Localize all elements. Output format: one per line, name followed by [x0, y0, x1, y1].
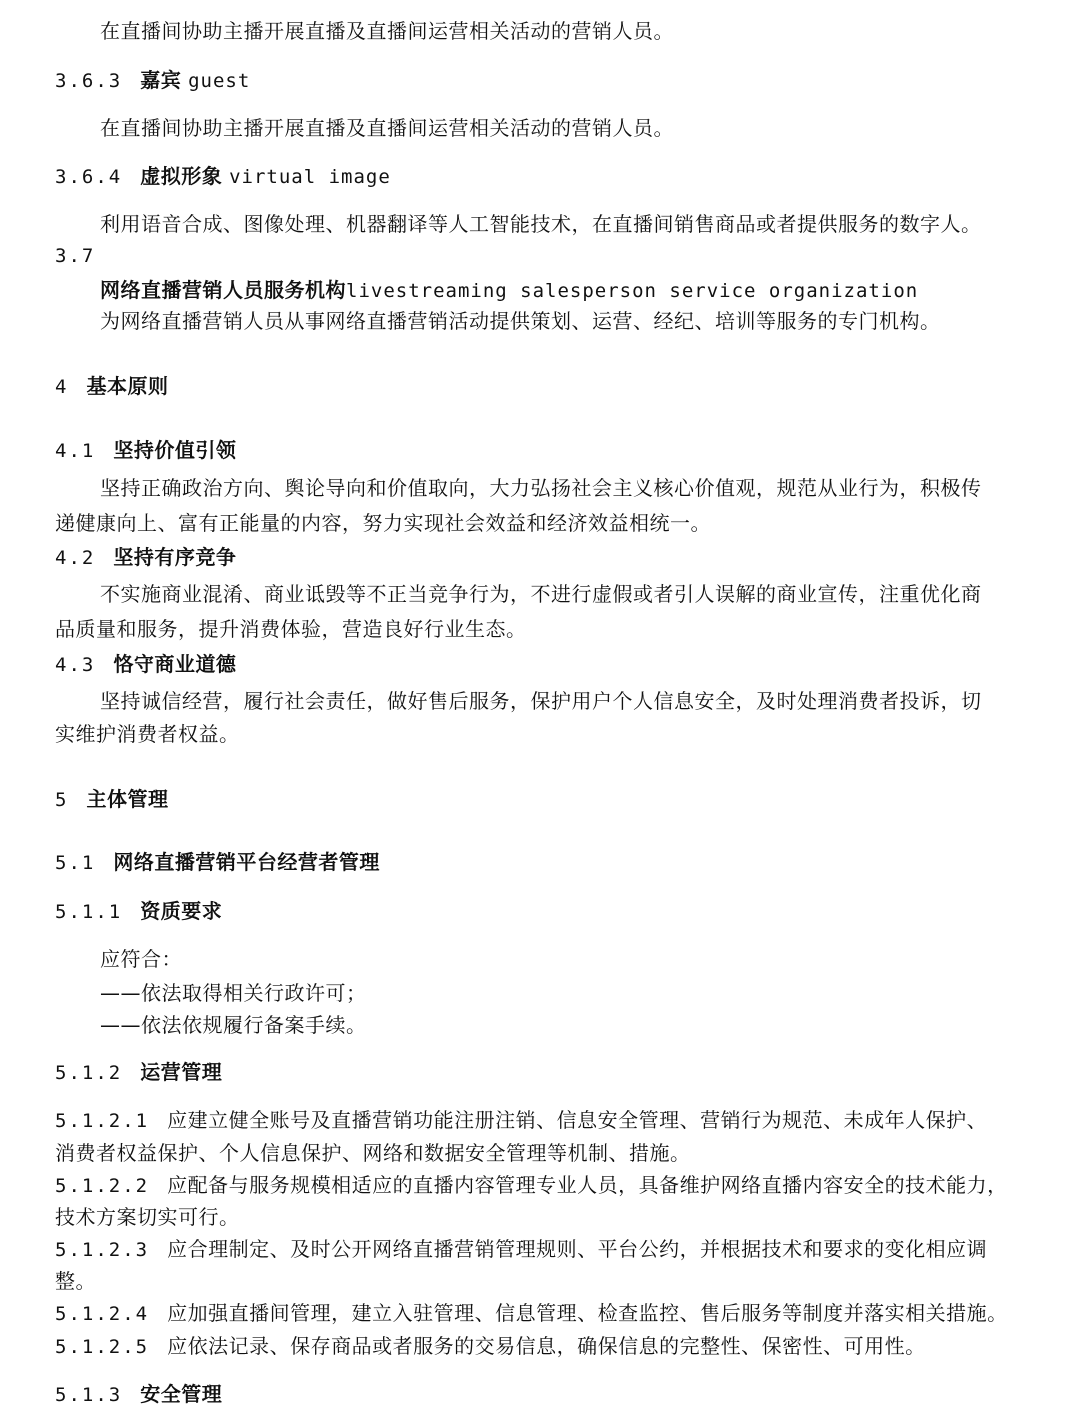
clause-heading-5-1-2: [55, 1058, 222, 1087]
term-en: guest: [188, 70, 251, 92]
clause-heading-3-6-4: [55, 162, 391, 191]
chapter-number: 5: [55, 789, 69, 811]
term-zh: 网络直播营销人员服务机构: [100, 278, 346, 302]
clause-title: 资质要求: [140, 899, 223, 923]
clause-heading-5-1-3: [55, 1380, 222, 1409]
clause-text: 应合理制定、及时公开网络直播营销管理规则、平台公约，并根据技术和要求的变化相应调: [167, 1237, 988, 1261]
clause-number: 5.1.2.5: [55, 1336, 150, 1358]
clause-heading-5-1-1: [55, 897, 222, 926]
clause-number: 5.1.1: [55, 901, 123, 923]
clause-title: 恪守商业道德: [113, 652, 237, 676]
clause-title: 坚持价值引领: [113, 438, 237, 462]
clause-number: 4.2: [55, 547, 96, 569]
paragraph-4-3-line2: 实维护消费者权益。: [55, 722, 240, 746]
clause-heading-5-1: [55, 848, 380, 877]
clause-title: 网络直播营销平台经营者管理: [113, 850, 380, 874]
paragraph-4-2-line1: 不实施商业混淆、商业诋毁等不正当竞争行为，不进行虚假或者引人误解的商业宣传，注重优化商: [100, 582, 982, 606]
clause-5-1-2-1-line1: [55, 1106, 987, 1135]
clause-text: 应建立健全账号及直播营销功能注册注销、信息安全管理、营销行为规范、未成年人保护、: [167, 1108, 988, 1132]
term-en: livestreaming salesperson service organization: [346, 280, 919, 302]
clause-number: 5.1.2.2: [55, 1175, 150, 1197]
clause-number: 5.1.3: [55, 1384, 123, 1406]
clause-heading-3-6-3: [55, 66, 250, 95]
clause-title: 坚持有序竞争: [113, 545, 237, 569]
paragraph-3-6-4: 利用语音合成、图像处理、机器翻译等人工智能技术，在直播间销售商品或者提供服务的数字人。: [100, 212, 982, 236]
chapter-number: 4: [55, 376, 69, 398]
clause-5-1-2-5: [55, 1332, 926, 1361]
clause-number: 4.3: [55, 654, 96, 676]
list-item: ——依法依规履行备案手续。: [100, 1013, 367, 1037]
clause-5-1-2-2-line1: [55, 1171, 1008, 1200]
paragraph-5-1-1-intro: 应符合：: [100, 947, 182, 971]
chapter-heading-5: [55, 785, 168, 814]
paragraph-3-6-3: 在直播间协助主播开展直播及直播间运营相关活动的营销人员。: [100, 116, 674, 140]
paragraph-3-6-2: 在直播间协助主播开展直播及直播间运营相关活动的营销人员。: [100, 19, 674, 43]
clause-5-1-2-2-line2: 技术方案切实可行。: [55, 1205, 240, 1229]
term-zh: 虚拟形象: [140, 164, 223, 188]
clause-number: 5.1.2.3: [55, 1239, 150, 1261]
clause-5-1-2-3-line2: 整。: [55, 1269, 96, 1293]
paragraph-4-3-line1: 坚持诚信经营，履行社会责任，做好售后服务，保护用户个人信息安全，及时处理消费者投诉，切: [100, 689, 982, 713]
chapter-title: 主体管理: [86, 787, 169, 811]
clause-text: 应依法记录、保存商品或者服务的交易信息，确保信息的完整性、保密性、可用性。: [167, 1334, 926, 1358]
clause-number: 5.1.2.1: [55, 1110, 150, 1132]
chapter-heading-4: [55, 372, 168, 401]
clause-5-1-2-1-line2: 消费者权益保护、个人信息保护、网络和数据安全管理等机制、措施。: [55, 1141, 691, 1165]
clause-text: 应配备与服务规模相适应的直播内容管理专业人员，具备维护网络直播内容安全的技术能力，: [167, 1173, 1008, 1197]
clause-number-3-7: 3.7: [55, 245, 96, 267]
clause-number: 4.1: [55, 440, 96, 462]
list-item: ——依法取得相关行政许可；: [100, 981, 367, 1005]
chapter-title: 基本原则: [86, 374, 169, 398]
clause-number: 5.1.2.4: [55, 1303, 150, 1325]
clause-number: 5.1.2: [55, 1062, 123, 1084]
clause-5-1-2-3-line1: [55, 1235, 987, 1264]
clause-number: 3.6.4: [55, 166, 123, 188]
clause-heading-4-3: [55, 650, 236, 679]
clause-text: 应加强直播间管理，建立入驻管理、信息管理、检查监控、售后服务等制度并落实相关措施。: [167, 1301, 1008, 1325]
paragraph-3-7: 为网络直播营销人员从事网络直播营销活动提供策划、运营、经纪、培训等服务的专门机构。: [100, 309, 941, 333]
term-zh: 嘉宾: [140, 68, 182, 92]
clause-title: 安全管理: [140, 1382, 223, 1406]
paragraph-4-1-line2: 递健康向上、富有正能量的内容，努力实现社会效益和经济效益相统一。: [55, 511, 711, 535]
clause-5-1-2-4: [55, 1299, 1008, 1328]
paragraph-4-1-line1: 坚持正确政治方向、舆论导向和价值取向，大力弘扬社会主义核心价值观，规范从业行为，积极传: [100, 476, 982, 500]
clause-heading-4-2: [55, 543, 236, 572]
paragraph-4-2-line2: 品质量和服务，提升消费体验，营造良好行业生态。: [55, 617, 527, 641]
clause-heading-4-1: [55, 436, 236, 465]
term-en: virtual image: [229, 166, 391, 188]
clause-heading-3-7: [100, 276, 918, 305]
clause-number: 3.6.3: [55, 70, 123, 92]
clause-number: 5.1: [55, 852, 96, 874]
clause-title: 运营管理: [140, 1060, 223, 1084]
